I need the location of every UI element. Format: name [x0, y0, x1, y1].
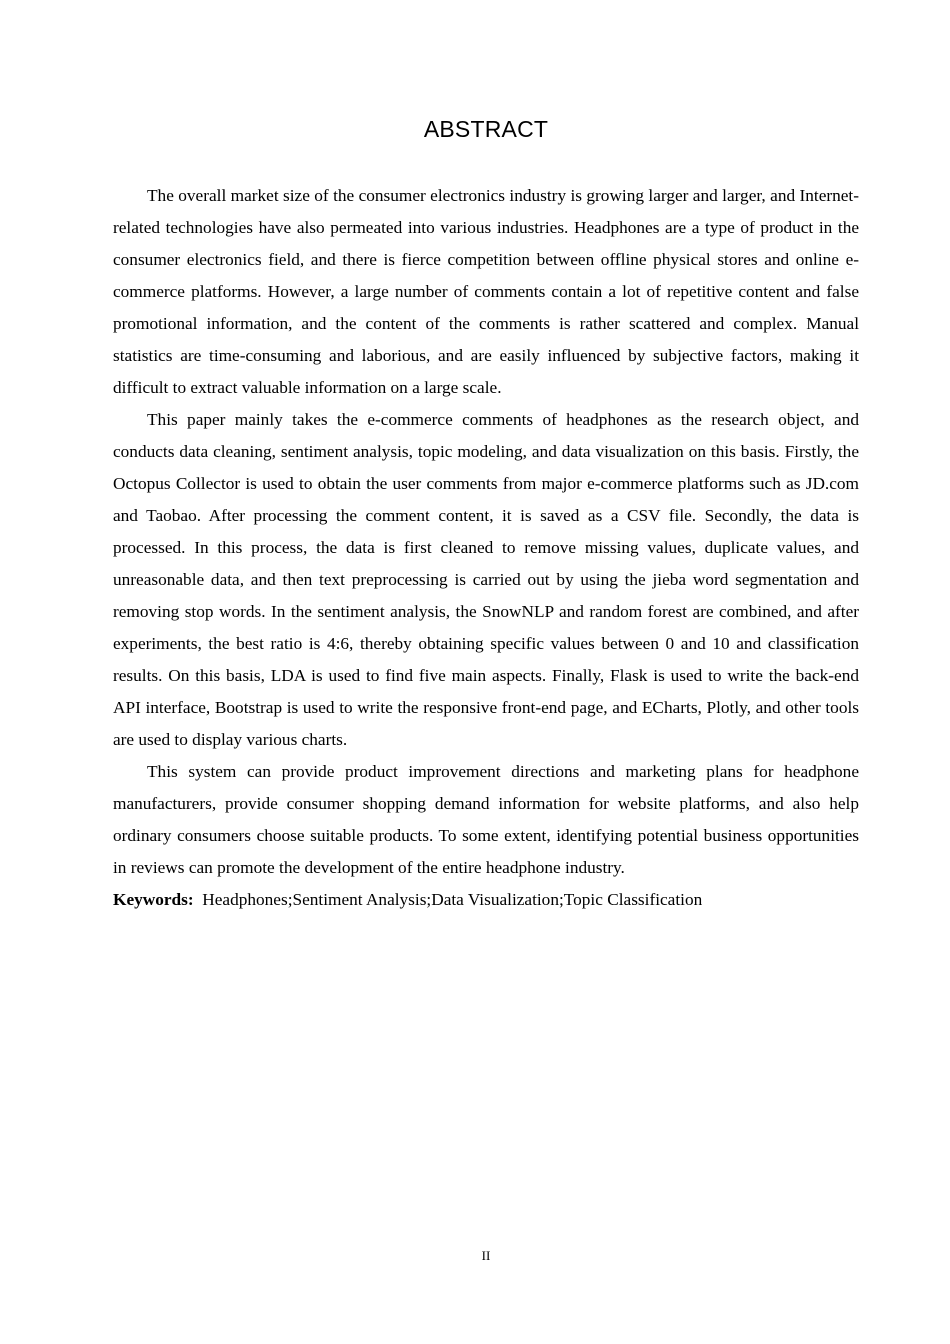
page-number: II [481, 1248, 491, 1263]
keywords-text: Headphones;Sentiment Analysis;Data Visualization;Topic Classification [202, 890, 703, 909]
abstract-paragraph-1: The overall market size of the consumer electronics industry is growing larger and larger, and Internet-related technologies have also permeated into various industries. Headphones are a type of product in the consumer electronics field, and there is fierce competition between offline physical stores and online e-commerce platforms. However, a large number of comments contain a lot of repetitive content and false promotional information, and the content of the comments is rather scattered and complex. Manual statistics are time-consuming and laborious, and are easily influenced by subjective factors, making it difficult to extract valuable information on a large scale. [113, 186, 859, 397]
abstract-paragraph-2: This paper mainly takes the e-commerce comments of headphones as the research object, and conducts data cleaning, sentiment analysis, topic modeling, and data visualization on this basis. Firstly, the Octopus Collector is used to obtain the user comments from major e-commerce platforms such as JD.com and Taobao. After processing the comment content, it is saved as a CSV file. Secondly, the data is processed. In this process, the data is first cleaned to remove missing values, duplicate values, and unreasonable data, and then text preprocessing is carried out by using the jieba word segmentation and removing stop words. In the sentiment analysis, the SnowNLP and random forest are combined, and after experiments, the best ratio is 4:6, thereby obtaining specific values between 0 and 10 and classification results. On this basis, LDA is used to find five main aspects. Finally, Flask is used to write the back-end API interface, Bootstrap is used to write the responsive front-end page, and ECharts, Plotly, and other tools are used to display various charts. [113, 410, 859, 749]
abstract-title: ABSTRACT [423, 116, 549, 142]
keywords-label: Keywords: [113, 890, 194, 909]
abstract-paragraph-3: This system can provide product improvement directions and marketing plans for headphone manufacturers, provide consumer shopping demand information for website platforms, and also help ordinary consumers choose suitable products. To some extent, identifying potential business opportunities in reviews can promote the development of the entire headphone industry. [113, 762, 859, 877]
abstract-body [113, 180, 859, 916]
keywords-line [113, 884, 859, 916]
